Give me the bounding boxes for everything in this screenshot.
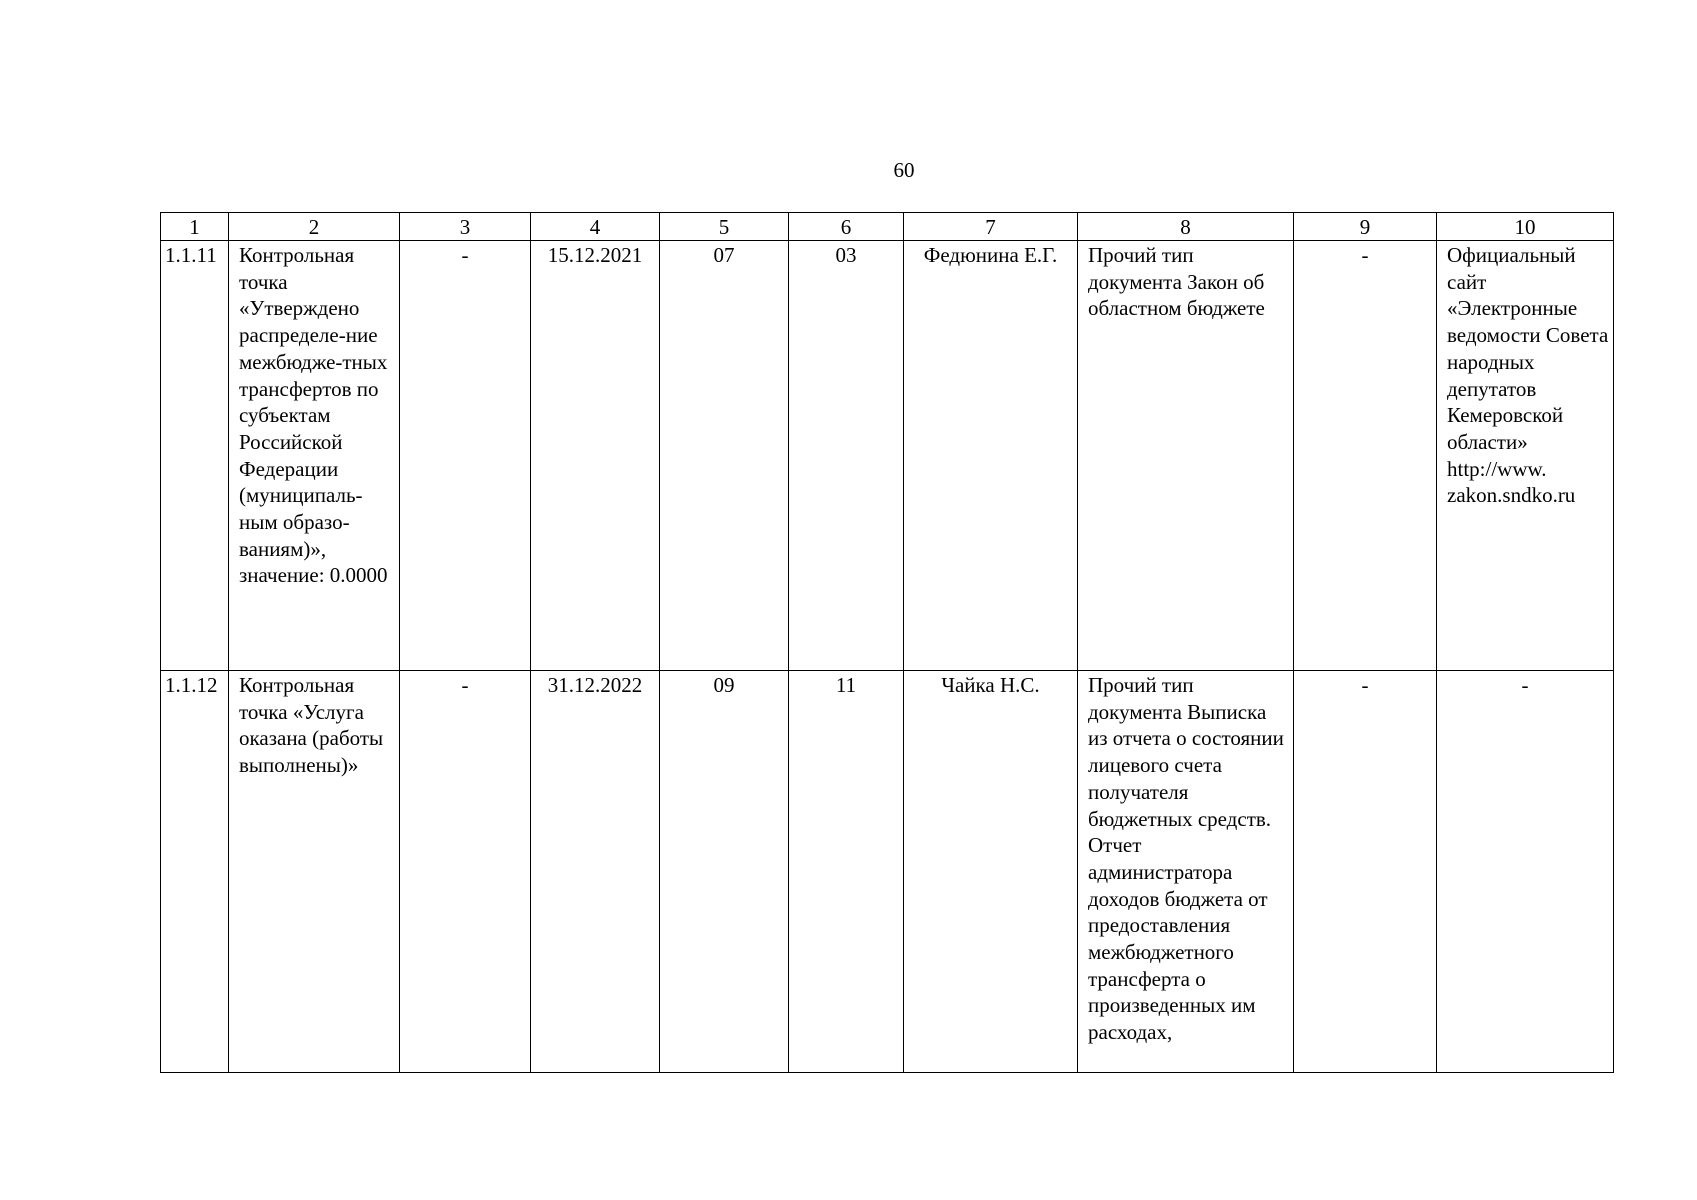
table-cell: 07	[660, 241, 789, 671]
control-point-name-cell: Контрольная точка «Утверждено распределе-ние межбюдже-тных трансфертов по субъектам Российской Федерации (муниципаль-ным образо-ваниям)», значение: 0.0000	[229, 241, 400, 671]
table-cell: 11	[789, 671, 904, 1073]
table-header-row	[161, 213, 1614, 241]
source-cell: -	[1437, 671, 1614, 1073]
column-header: 7	[904, 213, 1078, 241]
control-point-name-cell: Контрольная точка «Услуга оказана (работы выполнены)»	[229, 671, 400, 1073]
row-number-cell: 1.1.11	[161, 241, 229, 671]
table-cell: 09	[660, 671, 789, 1073]
date-cell: 15.12.2021	[531, 241, 660, 671]
control-points-table	[160, 212, 1614, 1073]
table-cell: -	[400, 241, 531, 671]
column-header: 2	[229, 213, 400, 241]
responsible-cell: Федюнина Е.Г.	[904, 241, 1078, 671]
column-header: 1	[161, 213, 229, 241]
date-cell: 31.12.2022	[531, 671, 660, 1073]
page-number: 60	[893, 158, 915, 182]
document-type-cell: Прочий тип документа Закон об областном бюджете	[1078, 241, 1294, 671]
table-row	[161, 241, 1614, 671]
column-header: 9	[1294, 213, 1437, 241]
table-cell: -	[1294, 241, 1437, 671]
column-header: 4	[531, 213, 660, 241]
column-header: 8	[1078, 213, 1294, 241]
source-cell: Официальный сайт «Электронные ведомости Совета народных депутатов Кемеровской области» http://www. zakon.sndko.ru	[1437, 241, 1614, 671]
table-row	[161, 671, 1614, 1073]
column-header: 6	[789, 213, 904, 241]
column-header: 3	[400, 213, 531, 241]
row-number-cell: 1.1.12	[161, 671, 229, 1073]
table-cell: -	[400, 671, 531, 1073]
responsible-cell: Чайка Н.С.	[904, 671, 1078, 1073]
column-header: 10	[1437, 213, 1614, 241]
table-cell: -	[1294, 671, 1437, 1073]
table-cell: 03	[789, 241, 904, 671]
column-header: 5	[660, 213, 789, 241]
document-type-cell: Прочий тип документа Выписка из отчета о состоянии лицевого счета получателя бюджетных средств. Отчет администратора доходов бюджета от предоставления межбюджетного трансферта о произведенных им расходах,	[1078, 671, 1294, 1073]
